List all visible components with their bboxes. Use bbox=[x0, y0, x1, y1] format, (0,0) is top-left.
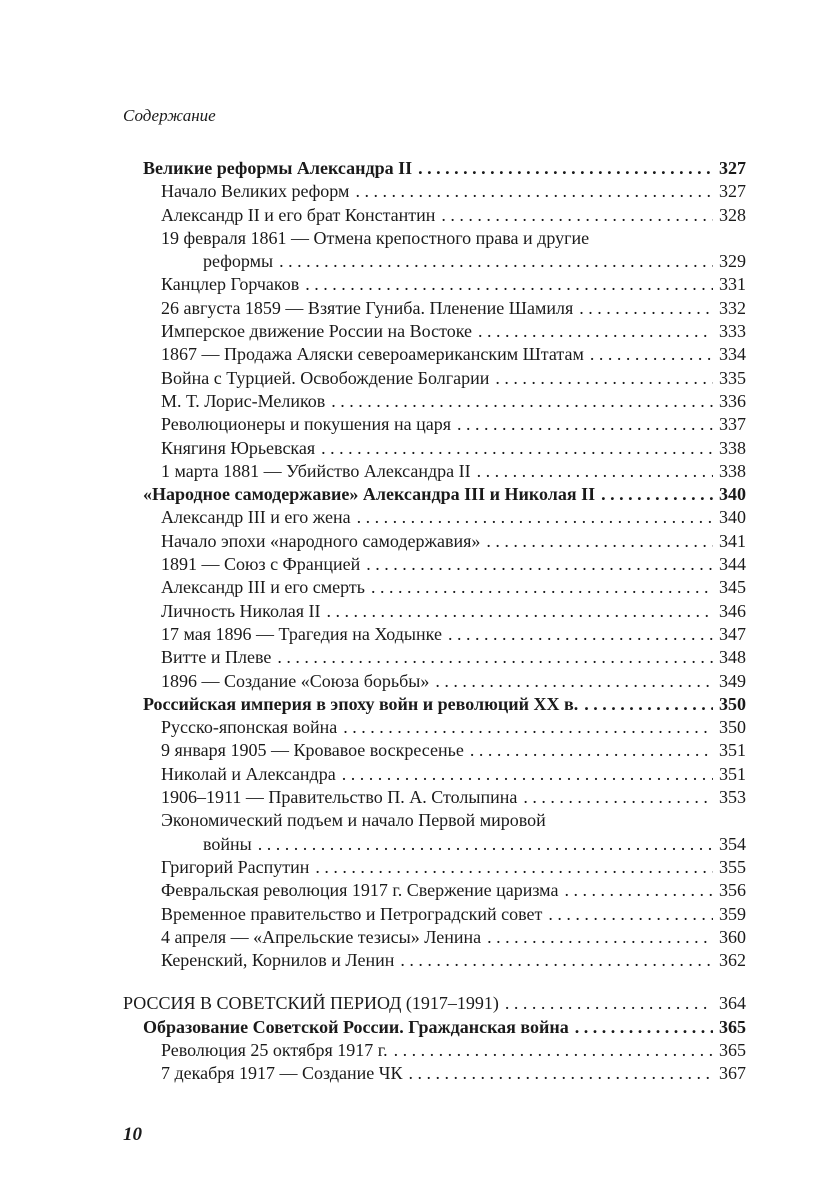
leader-dots bbox=[321, 437, 713, 460]
toc-entry bbox=[161, 204, 746, 227]
toc-page: 351 bbox=[719, 763, 746, 784]
toc-entry bbox=[161, 390, 746, 413]
leader-dots bbox=[342, 763, 713, 786]
toc-page: 345 bbox=[719, 577, 746, 598]
toc-title: Имперское движение России на Востоке bbox=[161, 321, 473, 342]
toc-entry bbox=[161, 646, 746, 669]
toc-title: Григорий Распутин bbox=[161, 856, 310, 877]
toc-title: 1867 — Продажа Аляски североамериканским Штатам bbox=[161, 344, 584, 365]
toc-page: 328 bbox=[719, 204, 746, 225]
leader-dots bbox=[258, 833, 713, 856]
toc-page: 350 bbox=[719, 693, 746, 714]
leader-dots bbox=[418, 157, 713, 180]
toc-page: 347 bbox=[719, 623, 746, 644]
toc-title-continued: войны bbox=[203, 833, 252, 854]
toc-page: 348 bbox=[719, 647, 746, 668]
leader-dots bbox=[495, 367, 713, 390]
toc-title: 1 марта 1881 — Убийство Александра II bbox=[161, 460, 471, 481]
toc-entry bbox=[161, 763, 746, 786]
toc-page: 360 bbox=[719, 926, 746, 947]
toc-title: Экономический подъем и начало Первой мировой bbox=[161, 810, 546, 831]
leader-dots bbox=[371, 576, 713, 599]
toc-entry bbox=[161, 413, 746, 436]
toc-title: 19 февраля 1861 — Отмена крепостного права и другие bbox=[161, 227, 590, 248]
leader-dots bbox=[435, 670, 713, 693]
leader-dots bbox=[601, 483, 713, 506]
toc-title: 4 апреля — «Апрельские тезисы» Ленина bbox=[161, 926, 482, 947]
toc-page: 350 bbox=[719, 717, 746, 738]
toc-entry bbox=[143, 157, 746, 180]
toc-page: 359 bbox=[719, 903, 746, 924]
toc-title: Николай и Александра bbox=[161, 763, 336, 784]
leader-dots bbox=[470, 739, 713, 762]
toc-title: Начало эпохи «народного самодержавия» bbox=[161, 530, 481, 551]
leader-dots bbox=[590, 343, 713, 366]
toc-title: Великие реформы Александра II bbox=[143, 158, 413, 178]
leader-dots bbox=[441, 204, 713, 227]
toc-page: 336 bbox=[719, 390, 746, 411]
toc-title: 7 декабря 1917 — Создание ЧК bbox=[161, 1063, 403, 1084]
toc-entry bbox=[161, 739, 746, 762]
toc-entry bbox=[161, 530, 746, 553]
toc-entry bbox=[161, 180, 746, 203]
leader-dots bbox=[357, 506, 713, 529]
toc-title: Витте и Плеве bbox=[161, 647, 272, 668]
toc-entry bbox=[161, 670, 746, 693]
toc-entry bbox=[161, 506, 746, 529]
toc-title: Личность Николая II bbox=[161, 600, 321, 621]
toc-title: 1896 — Создание «Союза борьбы» bbox=[161, 670, 430, 691]
leader-dots bbox=[457, 413, 713, 436]
toc-entry bbox=[161, 809, 746, 856]
toc-page: 338 bbox=[719, 437, 746, 458]
toc-page: 329 bbox=[719, 251, 746, 272]
toc-title: 9 января 1905 — Кровавое воскресенье bbox=[161, 740, 464, 761]
table-of-contents bbox=[0, 157, 837, 1086]
toc-page: 331 bbox=[719, 274, 746, 295]
toc-title: Александр III и его смерть bbox=[161, 577, 366, 598]
leader-dots bbox=[548, 903, 713, 926]
toc-entry bbox=[161, 273, 746, 296]
leader-dots bbox=[579, 297, 713, 320]
toc-page: 353 bbox=[719, 787, 746, 808]
toc-title: Революционеры и покушения на царя bbox=[161, 414, 451, 435]
toc-entry bbox=[161, 227, 746, 274]
leader-dots bbox=[355, 180, 713, 203]
running-header: Содержание bbox=[123, 106, 216, 125]
toc-title: Начало Великих реформ bbox=[161, 181, 350, 202]
toc-page: 346 bbox=[719, 600, 746, 621]
toc-entry bbox=[161, 576, 746, 599]
toc-entry bbox=[161, 297, 746, 320]
leader-dots bbox=[478, 320, 713, 343]
toc-page: 340 bbox=[719, 507, 746, 528]
leader-dots bbox=[584, 693, 713, 716]
leader-dots bbox=[523, 786, 713, 809]
leader-dots bbox=[486, 530, 713, 553]
toc-entry bbox=[161, 903, 746, 926]
toc-entry bbox=[161, 786, 746, 809]
toc-title: Александр III и его жена bbox=[161, 507, 351, 528]
toc-page: 338 bbox=[719, 460, 746, 481]
toc-title: Революция 25 октября 1917 г. bbox=[161, 1039, 388, 1060]
toc-entry bbox=[161, 460, 746, 483]
toc-page: 364 bbox=[719, 993, 746, 1014]
leader-dots bbox=[400, 949, 713, 972]
toc-page: 333 bbox=[719, 321, 746, 342]
toc-entry bbox=[143, 483, 746, 506]
leader-dots bbox=[305, 273, 713, 296]
toc-entry bbox=[161, 553, 746, 576]
toc-title: Февральская революция 1917 г. Свержение царизма bbox=[161, 880, 559, 901]
leader-dots bbox=[331, 390, 713, 413]
toc-entry bbox=[143, 693, 746, 716]
page-number: 10 bbox=[123, 1124, 142, 1145]
toc-page: 334 bbox=[719, 344, 746, 365]
toc-title: Княгиня Юрьевская bbox=[161, 437, 316, 458]
toc-entry bbox=[161, 343, 746, 366]
toc-entry bbox=[161, 1062, 746, 1085]
toc-title: Александр II и его брат Константин bbox=[161, 204, 436, 225]
leader-dots bbox=[477, 460, 713, 483]
leader-dots bbox=[277, 646, 713, 669]
toc-page: 344 bbox=[719, 554, 746, 575]
toc-title: РОССИЯ В СОВЕТСКИЙ ПЕРИОД (1917–1991) bbox=[123, 993, 499, 1014]
toc-entry bbox=[143, 1016, 746, 1039]
toc-title: Война с Турцией. Освобождение Болгарии bbox=[161, 367, 490, 388]
toc-title: Образование Советской России. Гражданская война bbox=[143, 1016, 569, 1037]
toc-title: Временное правительство и Петроградский совет bbox=[161, 903, 543, 924]
toc-page: 356 bbox=[719, 880, 746, 901]
toc-title: «Народное самодержавие» Александра III и Николая II bbox=[143, 484, 596, 505]
toc-title: 17 мая 1896 — Трагедия на Ходынке bbox=[161, 623, 442, 644]
toc-page: 354 bbox=[719, 833, 746, 854]
toc-page: 362 bbox=[719, 950, 746, 971]
toc-page: 335 bbox=[719, 367, 746, 388]
leader-dots bbox=[505, 992, 713, 1015]
leader-dots bbox=[343, 716, 713, 739]
leader-dots bbox=[394, 1039, 713, 1062]
toc-entry bbox=[161, 320, 746, 343]
leader-dots bbox=[408, 1062, 713, 1085]
toc-title: 1906–1911 — Правительство П. А. Столыпина bbox=[161, 787, 518, 808]
toc-entry bbox=[161, 1039, 746, 1062]
toc-part-entry bbox=[123, 992, 746, 1015]
toc-title: Российская империя в эпоху войн и революций XX в. bbox=[143, 693, 579, 714]
toc-page: 355 bbox=[719, 856, 746, 877]
leader-dots bbox=[327, 600, 713, 623]
toc-entry bbox=[161, 437, 746, 460]
leader-dots bbox=[564, 879, 713, 902]
toc-page: 332 bbox=[719, 297, 746, 318]
leader-dots bbox=[575, 1016, 713, 1039]
toc-page: 367 bbox=[719, 1063, 746, 1084]
leader-dots bbox=[366, 553, 713, 576]
leader-dots bbox=[315, 856, 713, 879]
toc-title: 26 августа 1859 — Взятие Гуниба. Пленение Шамиля bbox=[161, 297, 574, 318]
toc-entry bbox=[161, 367, 746, 390]
toc-entry bbox=[161, 949, 746, 972]
toc-page: 340 bbox=[719, 484, 746, 505]
toc-entry bbox=[161, 879, 746, 902]
toc-title: М. Т. Лорис-Меликов bbox=[161, 390, 326, 411]
toc-page: 349 bbox=[719, 670, 746, 691]
toc-entry bbox=[161, 856, 746, 879]
leader-dots bbox=[279, 250, 713, 273]
toc-title: 1891 — Союз с Францией bbox=[161, 554, 361, 575]
toc-entry bbox=[161, 926, 746, 949]
toc-page: 365 bbox=[719, 1016, 746, 1037]
toc-entry bbox=[161, 623, 746, 646]
toc-title: Русско-японская война bbox=[161, 717, 338, 738]
toc-page: 327 bbox=[719, 181, 746, 202]
leader-dots bbox=[487, 926, 713, 949]
toc-page: 337 bbox=[719, 414, 746, 435]
toc-title: Керенский, Корнилов и Ленин bbox=[161, 950, 395, 971]
toc-page: 341 bbox=[719, 530, 746, 551]
toc-page: 365 bbox=[719, 1039, 746, 1060]
leader-dots bbox=[448, 623, 713, 646]
toc-title: Канцлер Горчаков bbox=[161, 274, 300, 295]
toc-page: 351 bbox=[719, 740, 746, 761]
toc-page: 327 bbox=[719, 158, 746, 178]
toc-entry bbox=[161, 600, 746, 623]
toc-title-continued: реформы bbox=[203, 251, 274, 272]
toc-entry bbox=[161, 716, 746, 739]
